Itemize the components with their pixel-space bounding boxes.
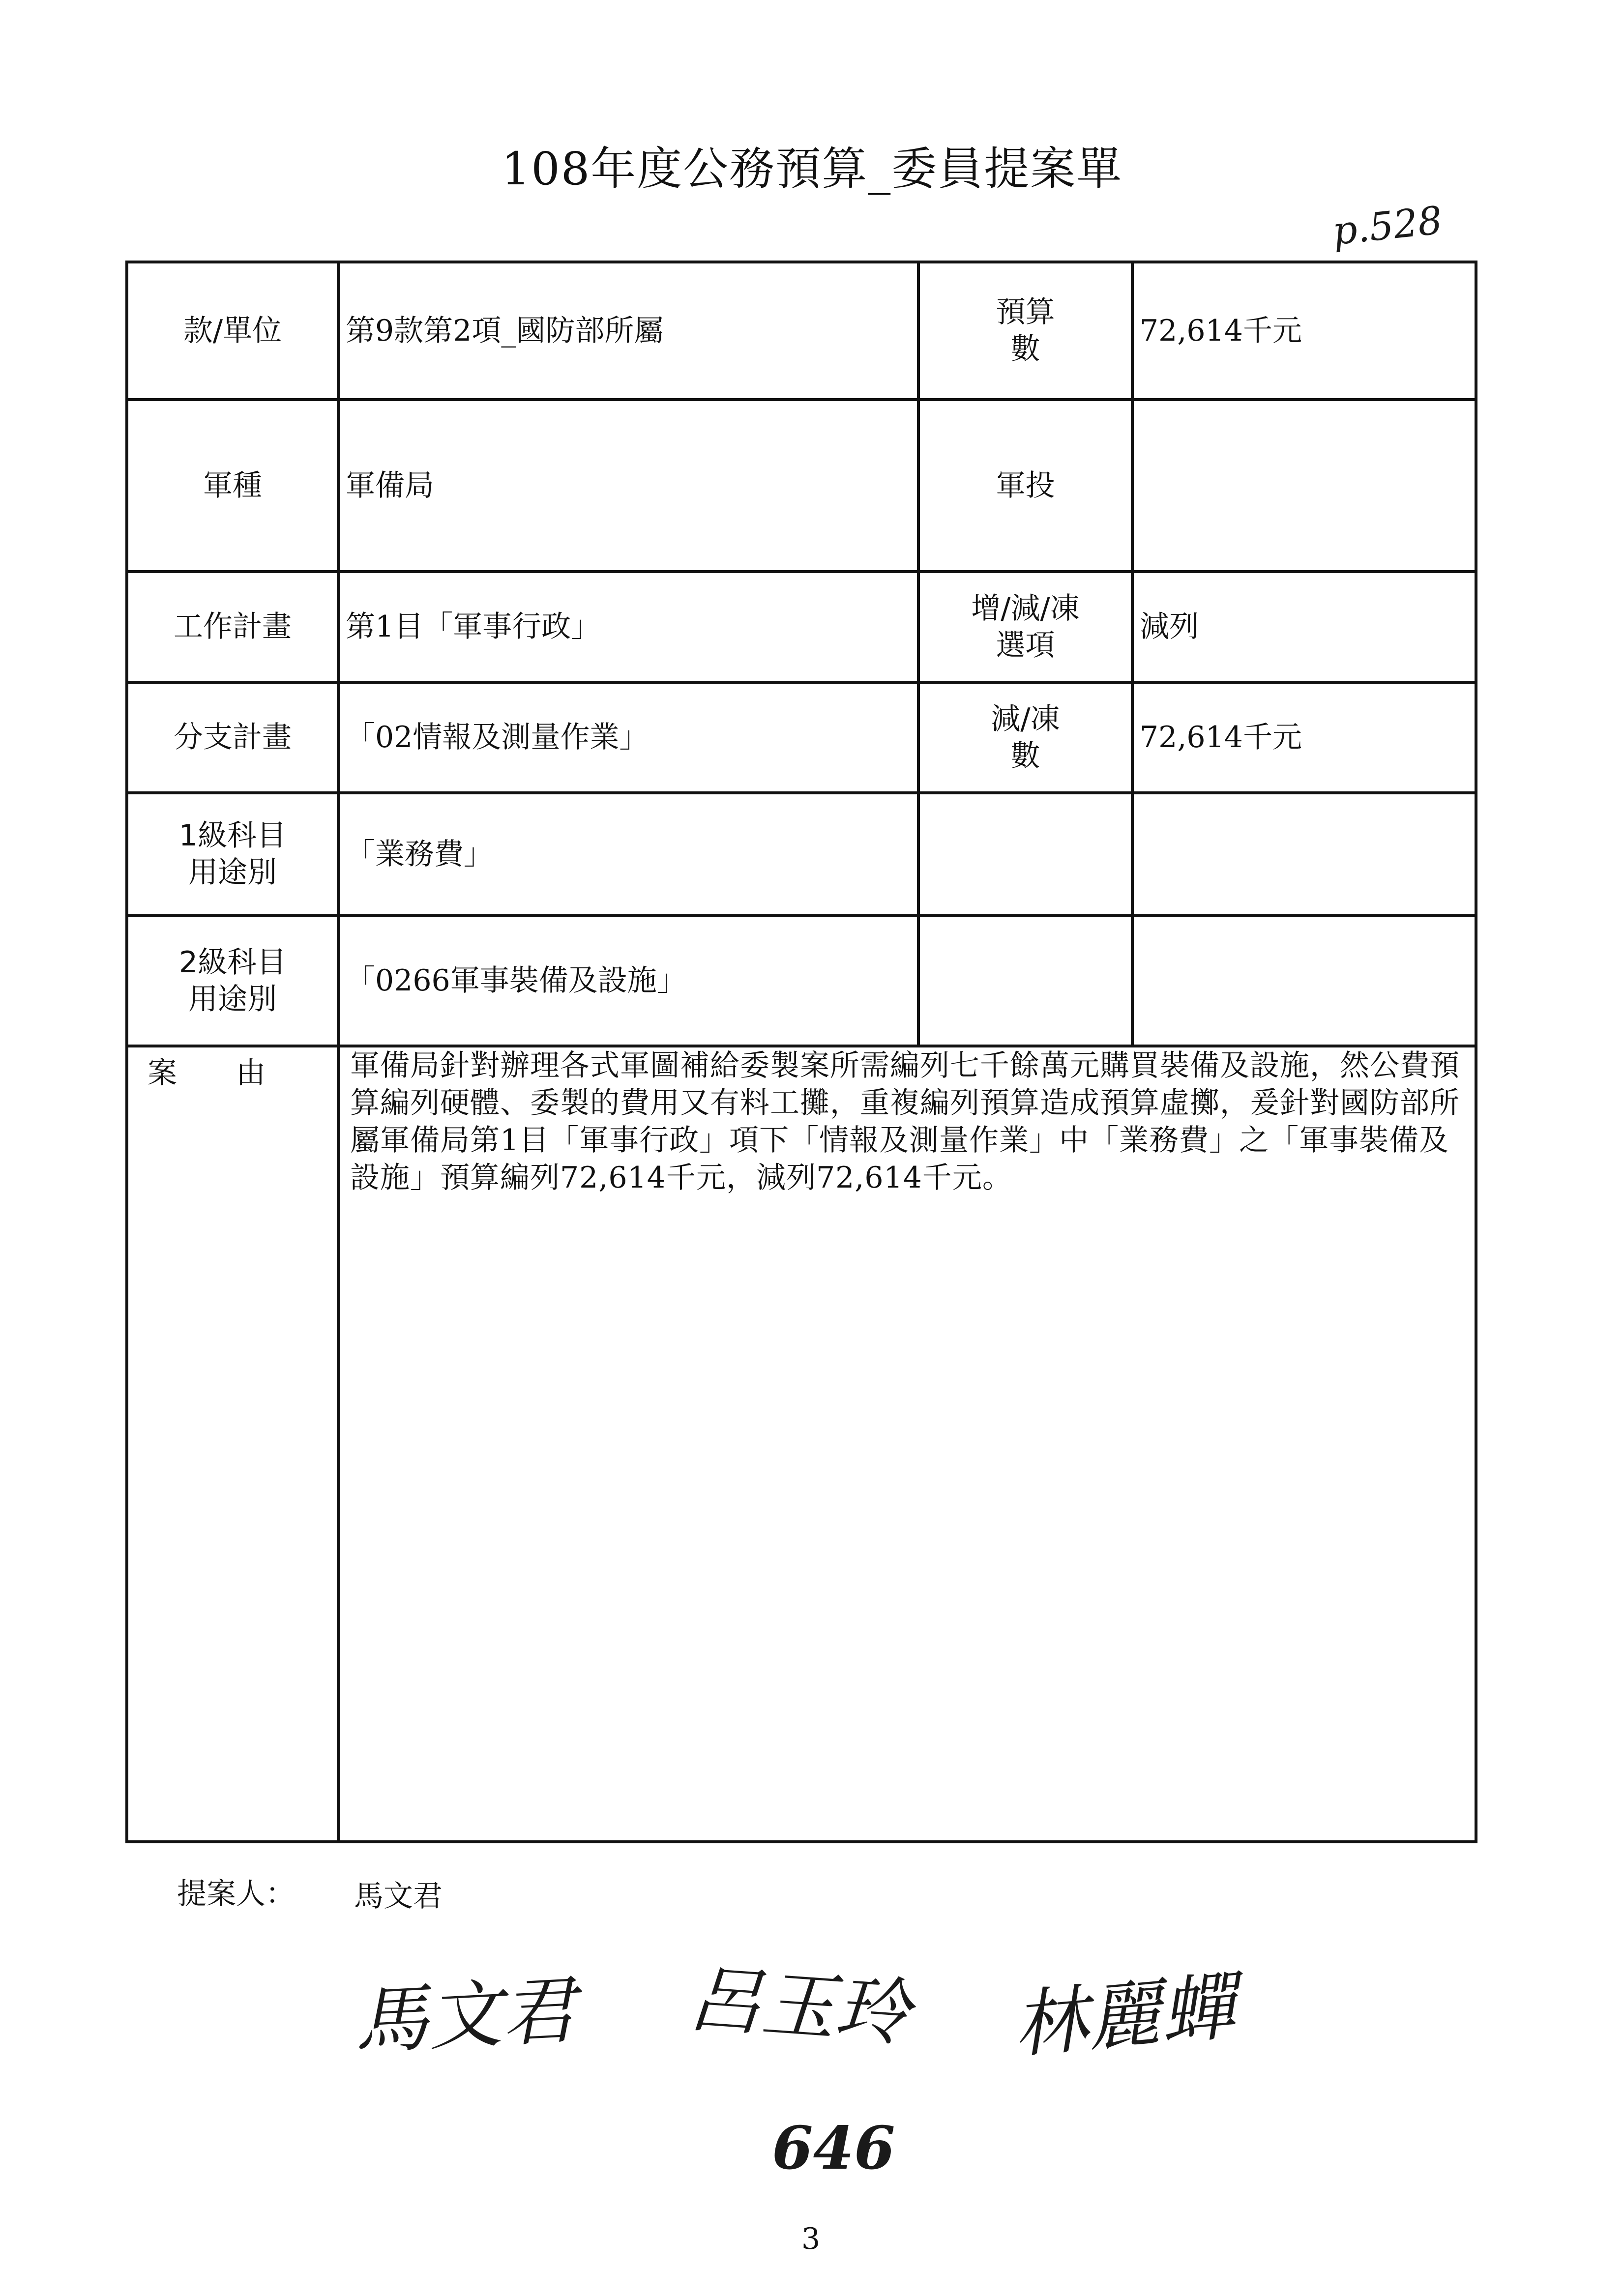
unit-label: 款/單位 [183,313,282,348]
plan-value: 第1目「軍事行政」 [346,610,601,644]
reason-label: 案 由 [148,1056,266,1090]
level2-label-line1: 2級科目 [178,945,287,980]
reduce-label [920,684,1131,791]
budget-label-line1: 預算 [996,295,1055,329]
level2-label [128,917,337,1045]
option-label [920,573,1131,681]
budget-label [920,263,1131,398]
reason-text: 軍備局針對辦理各式軍圖補給委製案所需編列七千餘萬元購買裝備及設施，然公費預算編列硬體、委製的費用又有料工攤，重複編列預算造成預算虛擲，爰針對國防部所屬軍備局第1目「軍事行政」項下「情報及測量作業」中「業務費」之「軍事裝備及設施」預算編列72,614千元，減列72,614千元。 [350,1048,1460,1195]
level2-label-line2: 用途別 [188,982,277,1017]
signature: 馬文君 [352,1968,578,2065]
level1-label-line2: 用途別 [188,855,277,890]
level1-label [128,794,337,914]
page-title: 108年度公務預算_委員提案單 [501,143,1123,195]
budget-label-line2: 數 [1010,332,1040,366]
signature: 林麗蟬 [1010,1964,1238,2069]
service-label: 軍種 [203,468,262,503]
reduce-value: 72,614千元 [1140,720,1302,755]
proposer-name: 馬文君 [354,1879,443,1914]
reduce-label-line2: 數 [1010,738,1040,773]
option-label-line2: 選項 [996,628,1055,663]
service-value: 軍備局 [346,468,434,503]
budget-value: 72,614千元 [1140,313,1302,348]
reduce-label-line1: 減/凍 [991,701,1060,736]
page-number: 3 [801,2222,821,2256]
army-invest-value [1134,401,1473,570]
level1-value: 「業務費」 [346,837,493,872]
plan-label: 工作計畫 [174,610,292,644]
page-reference-note: p.528 [1330,198,1445,254]
option-label-line1: 增/減/凍 [971,591,1080,626]
unit-value: 第9款第2項_國防部所屬 [346,313,664,348]
branch-value: 「02情報及測量作業」 [346,720,649,755]
handwritten-number: 646 [772,2114,895,2183]
proposer-label: 提案人： [177,1877,295,1911]
level1-label-line1: 1級科目 [178,818,287,853]
army-invest-label: 軍投 [996,468,1055,503]
option-value: 減列 [1140,610,1199,644]
signature: 呂玉玲 [685,1956,912,2057]
level2-value: 「0266軍事裝備及設施」 [346,963,686,998]
branch-label: 分支計畫 [174,720,292,755]
